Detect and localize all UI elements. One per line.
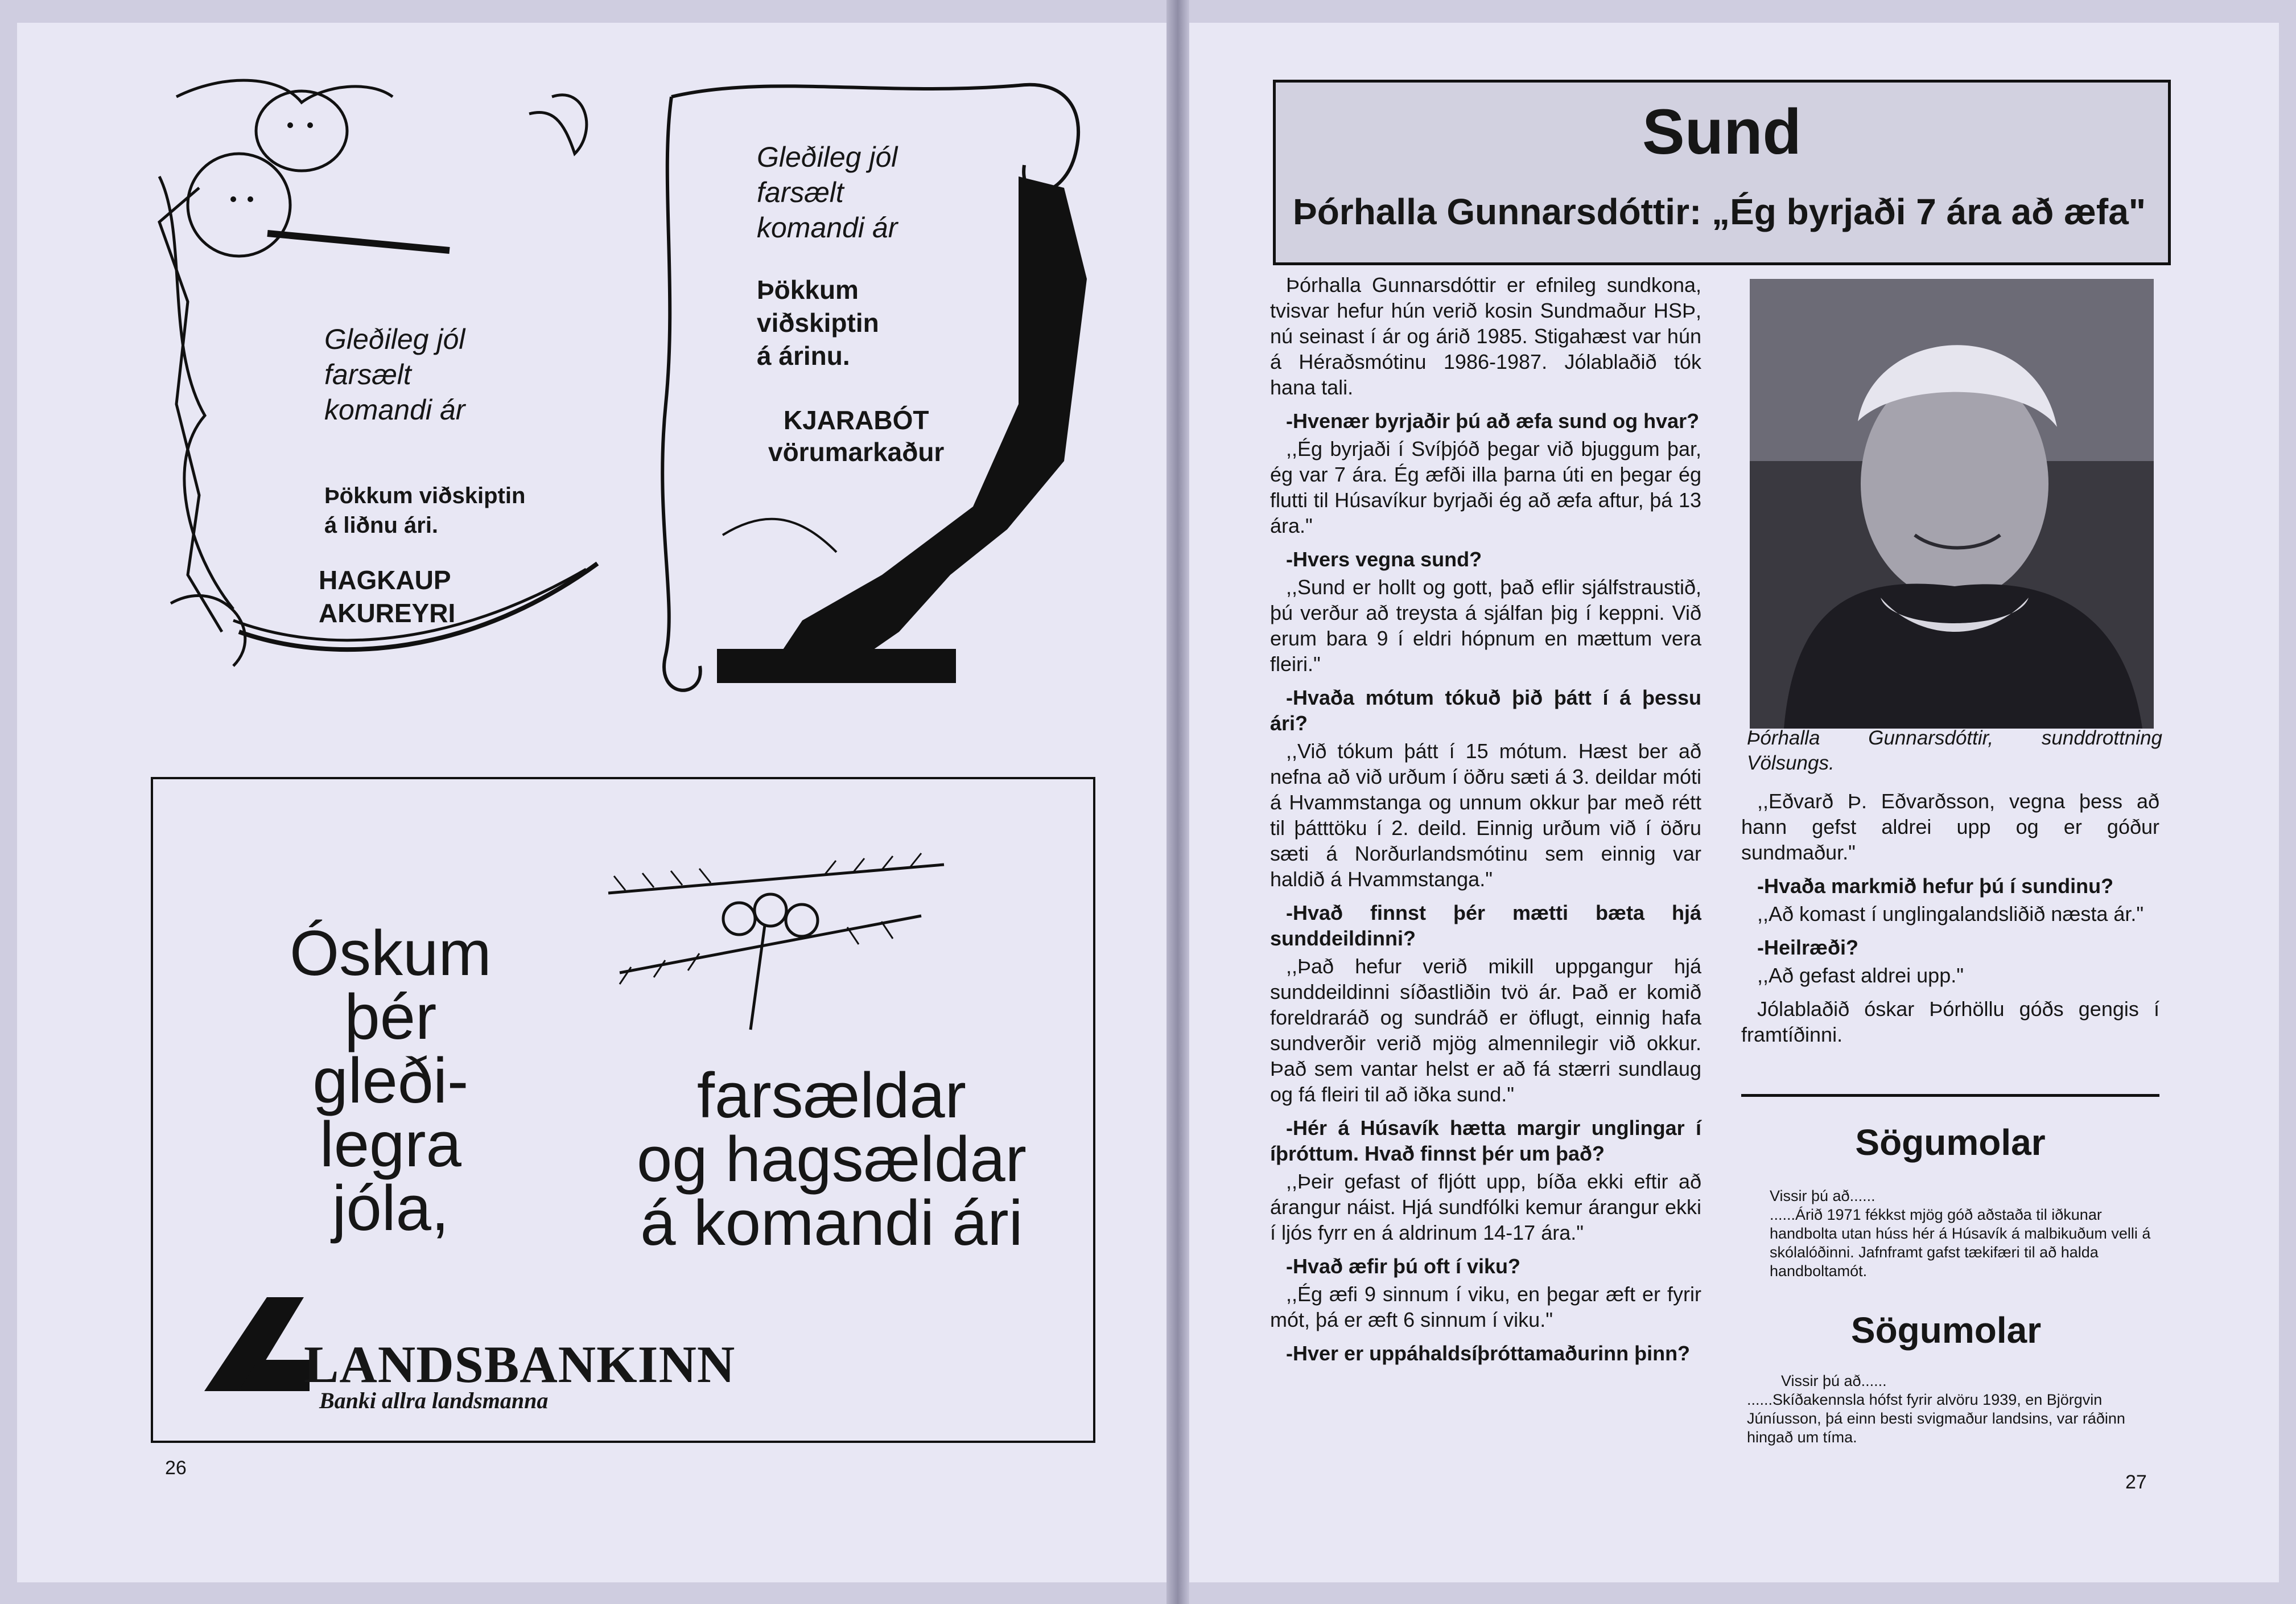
article-side-column xyxy=(1741,788,2159,1055)
page-gutter xyxy=(1166,0,1189,1604)
hagkaup-ad xyxy=(154,63,609,717)
sogumolar-title: Sögumolar xyxy=(1850,1310,2042,1351)
article-subtitle: Þórhalla Gunnarsdóttir: „Ég byrjaði 7 ára að æfa" xyxy=(1293,191,2146,232)
page-number-right: 27 xyxy=(2125,1471,2147,1493)
sogumolar-intro: Vissir þú að...... xyxy=(1781,1372,1887,1389)
sogumolar-body: ......Árið 1971 fékkst mjög góð aðstaða til iðkunar handbolta utan húss hér á Húsavík á malbikuðum velli á skólalóðinni. Jafnframt gafst tækifæri til að halda handboltamót. xyxy=(1770,1206,2151,1280)
sogumolar-body: ......Skíðakennsla hófst fyrir alvöru 1939, en Björgvin Júníusson, þá einn besti svigmaður landsins, var ráðinn hingað um tíma. xyxy=(1747,1391,2125,1446)
article-main-column xyxy=(1270,272,1701,1368)
sogumolar-text xyxy=(1770,1187,2162,1281)
answer: ,,Þeir gefast of fljótt upp, bíða ekki eftir að árangur náist. Hjá sundfólki kemur árangur ekki í ljós fyrr en á aldrinum 14-17 ára." xyxy=(1270,1170,1701,1244)
bank-greeting-right: farsældar og hagsældar á komandi ári xyxy=(637,1060,1027,1258)
answer: ,,Eðvarð Þ. Eðvarðsson, vegna þess að hann gefst aldrei upp og er góður sundmaður." xyxy=(1741,789,2159,864)
article-title: Sund xyxy=(1642,96,1802,167)
article-intro: Þórhalla Gunnarsdóttir er efnileg sundkona, tvisvar hefur hún verið kosin Sundmaður HSÞ, nú seinast í ár og árið 1985. Stigahæst var hún á Héraðsmótinu 1986-1987. Jólablaðið tók hana tali. xyxy=(1270,273,1701,399)
answer: ,,Við tókum þátt í 15 mótum. Hæst ber að nefna að við urðum í öðru sæti á 3. deildar móti á Hvammstanga og unnum okkur þar með rétt til þátttöku í 2. deild. Einnig urðum við í öðru sæti á Norðurlandsmótinu sem einnig var haldið á Hvammstanga." xyxy=(1270,739,1701,891)
question: -Hvað finnst þér mætti bæta hjá sunddeildinni? xyxy=(1270,901,1701,950)
page-number-left: 26 xyxy=(165,1457,187,1479)
answer: ,,Ég byrjaði í Svíþjóð þegar við bjuggum þar, ég var 7 ára. Ég æfði illa þarna úti en þegar ég flutti til Húsavíkur byrjaði ég að æfa aftur, þá 13 ára." xyxy=(1270,437,1701,537)
kjarabot-thanks: Þökkum viðskiptin á árinu. xyxy=(757,275,879,371)
question: -Heilræði? xyxy=(1757,936,1859,959)
question: -Hvað æfir þú oft í viku? xyxy=(1286,1255,1521,1278)
sogumolar-intro: Vissir þú að...... xyxy=(1770,1187,1875,1204)
bank-tagline: Banki allra landsmanna xyxy=(319,1388,549,1413)
bank-greeting-left: Óskum þér gleði- legra jóla, xyxy=(290,918,492,1244)
kjarabot-company: KJARABÓT vörumarkaður xyxy=(768,405,945,467)
hagkaup-thanks: Þökkum viðskiptin á liðnu ári. xyxy=(324,483,526,538)
question: -Hér á Húsavík hætta margir unglingar í íþróttum. Hvað finnst þér um það? xyxy=(1270,1116,1701,1165)
answer: ,,Að komast í unglingalandsliðið næsta ár." xyxy=(1757,902,2144,926)
landsbanki-logo-icon xyxy=(204,1297,312,1394)
kjarabot-greeting: Gleðileg jól farsælt komandi ár xyxy=(757,141,898,244)
sogumolar-text xyxy=(1747,1372,2157,1447)
question: -Hvers vegna sund? xyxy=(1286,548,1482,571)
closing-wish: Jólablaðið óskar Þórhöllu góðs gengis í framtíðinni. xyxy=(1741,997,2159,1046)
landsbanki-ad xyxy=(151,777,1095,1443)
answer: ,,Sund er hollt og gott, það eflir sjálfstraustið, þú verður að treysta á sjálfan þig í keppni. Við erum bara 9 í eldri hópnum en mættum vera fleiri." xyxy=(1270,575,1701,676)
kjarabot-ad xyxy=(654,63,1110,717)
hagkaup-company: HAGKAUP AKUREYRI xyxy=(319,565,456,628)
answer: ,,Það hefur verið mikill uppgangur hjá sunddeildinni síðastliðin tvö ár. Það er komið foreldraráð og sundráð er öflugt, einnig hafa sundverðir verið mjög almennilegir við okkur. Það sem vantar helst er að fá stærri sundlaug og fá fleiri til að iðka sund." xyxy=(1270,955,1701,1106)
answer: ,,Ég æfi 9 sinnum í viku, en þegar æft er fyrir mót, þá er æft 6 sinnum í viku." xyxy=(1270,1282,1701,1331)
question: -Hver er uppáhaldsíþróttamaðurinn þinn? xyxy=(1286,1342,1691,1365)
question: -Hvaða markmið hefur þú í sundinu? xyxy=(1757,874,2114,898)
question: -Hvenær byrjaðir þú að æfa sund og hvar? xyxy=(1286,409,1700,433)
article-header xyxy=(1273,80,2171,265)
portrait-photo xyxy=(1750,279,2154,729)
bank-name: LANDSBANKINN xyxy=(304,1335,736,1393)
section-divider xyxy=(1741,1094,2159,1097)
sogumolar-title: Sögumolar xyxy=(1855,1122,2046,1163)
hagkaup-greeting: Gleðileg jól farsælt komandi ár xyxy=(324,323,465,426)
swimmer-portrait-image xyxy=(1750,279,2154,729)
question: -Hvaða mótum tókuð þið þátt í á þessu ári? xyxy=(1270,686,1701,735)
answer: ,,Að gefast aldrei upp." xyxy=(1757,964,1964,987)
photo-caption: Þórhalla Gunnarsdóttir, sunddrottning Völsungs. xyxy=(1747,727,2162,774)
